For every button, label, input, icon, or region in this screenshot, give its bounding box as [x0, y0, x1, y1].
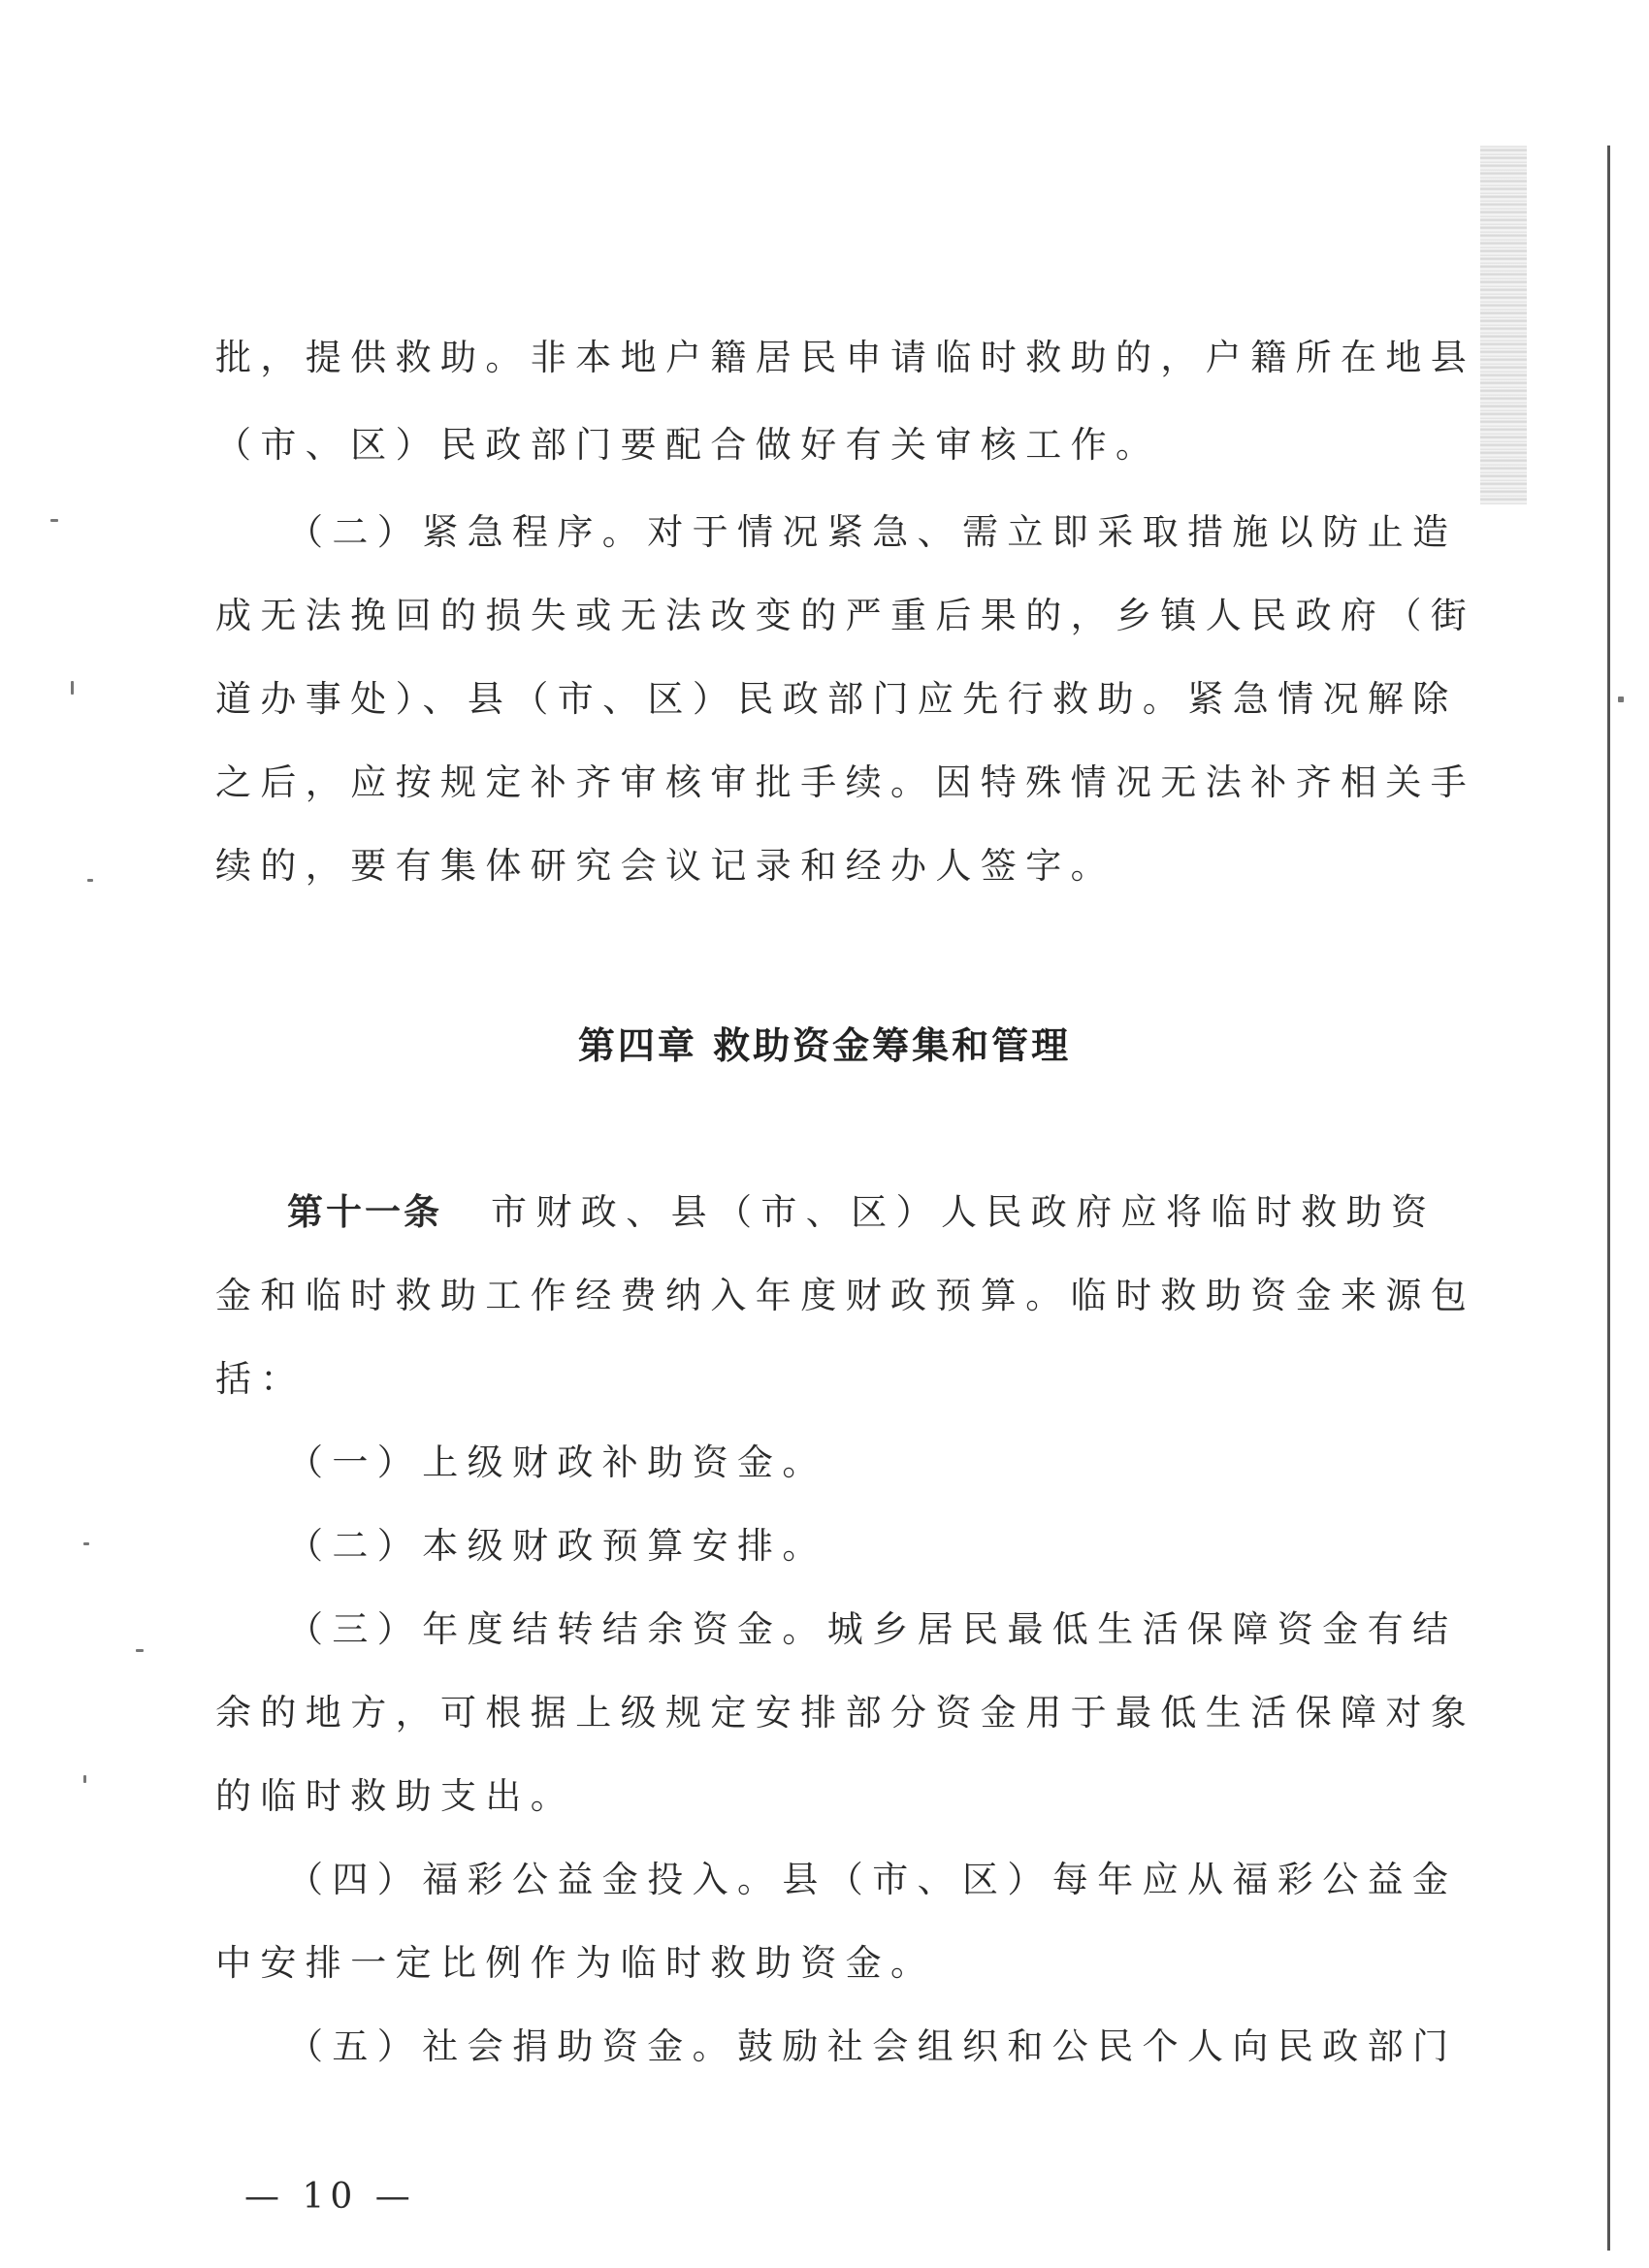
list-item: （四）福彩公益金投入。县（市、区）每年应从福彩公益金: [287, 1859, 1458, 1900]
scan-speck: [50, 519, 58, 522]
paragraph-line: 成无法挽回的损失或无法改变的严重后果的，乡镇人民政府（街: [215, 595, 1476, 636]
paragraph-line: 批，提供救助。非本地户籍居民申请临时救助的，户籍所在地县: [215, 337, 1476, 378]
scan-speck: [83, 1542, 89, 1545]
paragraph-line: 之后，应按规定补齐审核审批手续。因特殊情况无法补齐相关手: [215, 761, 1476, 803]
scan-edge-line: [1607, 146, 1610, 2251]
chapter-title: 第四章 救助资金筹集和管理: [577, 1024, 1072, 1067]
paragraph-line: 的临时救助支出。: [215, 1775, 576, 1817]
paragraph-line: 括：: [215, 1358, 306, 1400]
article-text: 市财政、县（市、区）人民政府应将临时救助资: [491, 1191, 1437, 1233]
paragraph-line: 道办事处）、县（市、区）民政部门应先行救助。紧急情况解除: [215, 678, 1458, 720]
scan-speck: [83, 1775, 86, 1783]
scan-speck: [87, 879, 93, 882]
scan-speck: [71, 681, 74, 695]
scan-speck: [1618, 697, 1624, 702]
paragraph-line: 余的地方，可根据上级规定安排部分资金用于最低生活保障对象: [215, 1692, 1476, 1733]
list-item: （一）上级财政补助资金。: [287, 1442, 827, 1483]
paragraph-line: 续的，要有集体研究会议记录和经办人签字。: [215, 845, 1116, 887]
scan-artifact-strip: [1480, 146, 1527, 504]
page-number: — 10 —: [244, 2177, 416, 2217]
paragraph-line: （市、区）民政部门要配合做好有关审核工作。: [215, 424, 1161, 466]
paragraph-line: （二）紧急程序。对于情况紧急、需立即采取措施以防止造: [287, 511, 1458, 553]
paragraph-line: 中安排一定比例作为临时救助资金。: [215, 1942, 936, 1984]
paragraph-line: 金和临时救助工作经费纳入年度财政预算。临时救助资金来源包: [215, 1275, 1476, 1316]
list-item: （二）本级财政预算安排。: [287, 1525, 827, 1567]
scan-speck: [136, 1649, 144, 1652]
article-first-line: [287, 1190, 1437, 1235]
list-item: （三）年度结转结余资金。城乡居民最低生活保障资金有结: [287, 1608, 1458, 1650]
article-heading: 第十一条: [287, 1191, 442, 1233]
list-item: （五）社会捐助资金。鼓励社会组织和公民个人向民政部门: [287, 2025, 1458, 2067]
